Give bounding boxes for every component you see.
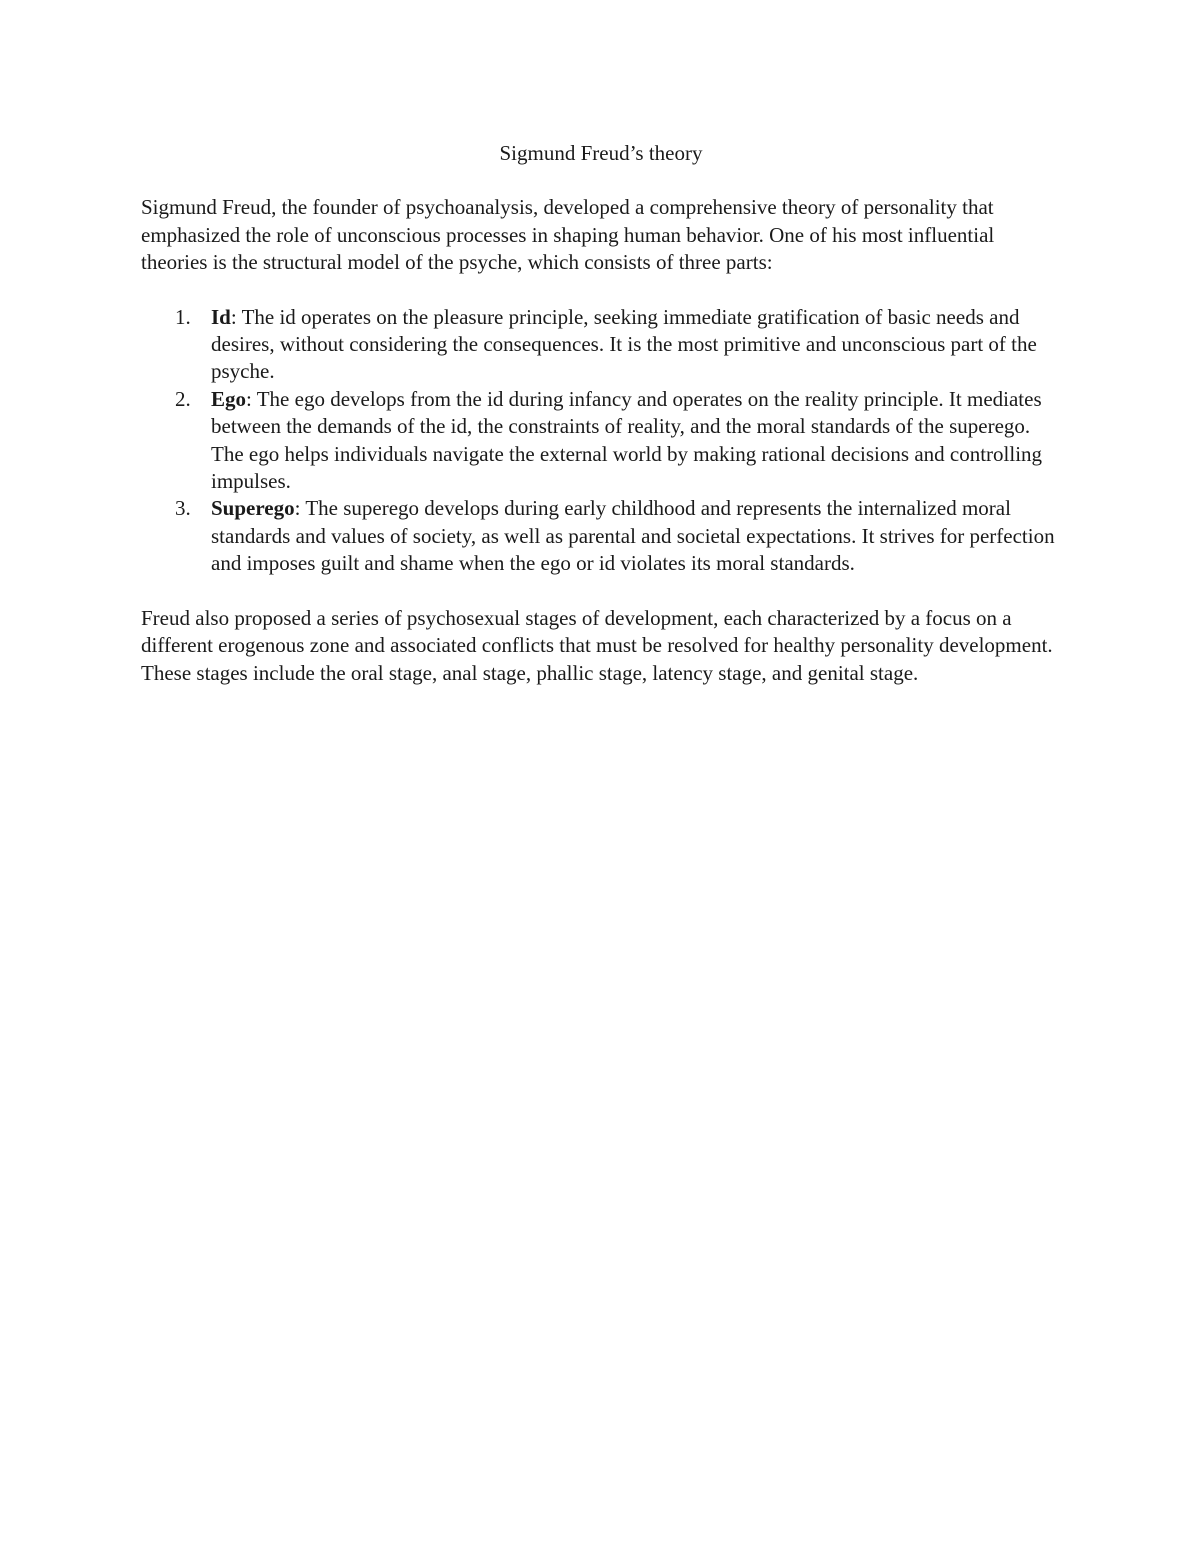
list-number: 3. [175, 496, 191, 521]
psyche-parts-list [141, 304, 1061, 578]
closing-paragraph: Freud also proposed a series of psychosexual stages of development, each characterized by a focus on a different erogenous zone and associated conflicts that must be resolved for healthy personality development. These stages include the oral stage, anal stage, phallic stage, latency stage, and genital stage. [141, 605, 1053, 685]
list-number: 2. [175, 386, 191, 411]
document-page [141, 140, 1061, 714]
document-title: Sigmund Freud’s theory [499, 141, 703, 165]
term-ego: Ego [211, 386, 247, 411]
list-number: 1. [175, 304, 191, 329]
intro-paragraph: Sigmund Freud, the founder of psychoanalysis, developed a comprehensive theory of personality that emphasized the role of unconscious processes in shaping human behavior. One of his most influential theories is the structural model of the psyche, which consists of three parts: [141, 195, 995, 275]
description-ego: : The ego develops from the id during infancy and operates on the reality principle. It mediates between the demands of the id, the constraints of reality, and the moral standards of the superego. The ego helps individuals navigate the external world by making rational decisions and controlling impulses. [211, 386, 1043, 494]
list-item-id [141, 304, 1061, 386]
term-superego: Superego [211, 496, 295, 521]
term-id: Id [211, 304, 231, 329]
list-item-superego [141, 495, 1061, 577]
list-item-ego [141, 386, 1061, 496]
description-superego: : The superego develops during early childhood and represents the internalized moral standards and values of society, as well as parental and societal expectations. It strives for perfection and imposes guilt and shame when the ego or id violates its moral standards. [211, 496, 1055, 576]
description-id: : The id operates on the pleasure principle, seeking immediate gratification of basic needs and desires, without considering the consequences. It is the most primitive and unconscious part of the psyche. [211, 304, 1037, 384]
